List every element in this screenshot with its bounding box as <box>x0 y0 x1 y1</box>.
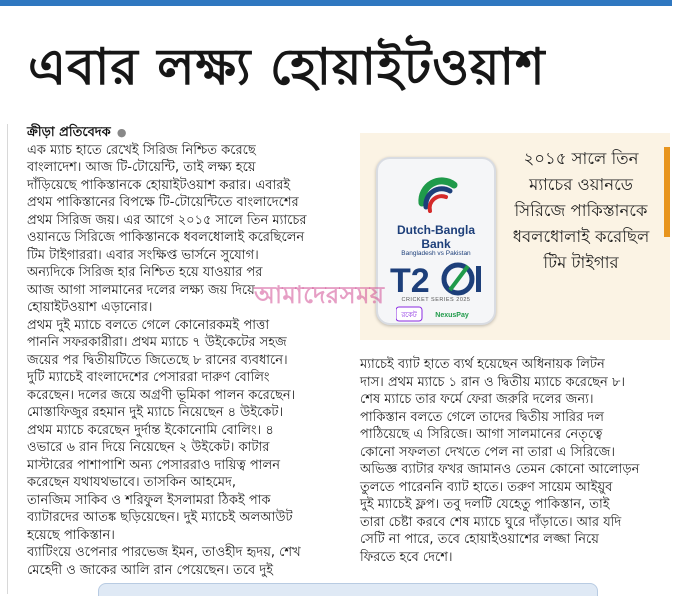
text-line: হোয়াইটওয়াশ এড়ানোর। <box>27 300 153 315</box>
svg-text:T2: T2 <box>390 262 430 296</box>
pull-quote-text: ২০১৫ সালে তিন ম্যাচের ওয়ানডে সিরিজে পাকিস্তানকে ধবলধোলাই করেছিল টিম টাইগার <box>512 149 650 272</box>
text-line: দুটি ম্যাচেই বাংলাদেশের পেসাররা দারুণ বোলিং <box>27 370 270 385</box>
text-line: পাঠিয়েছে এ সিরিজে। আগা সালমানের নেতৃত্বে <box>360 427 603 442</box>
text-line: ওভারে ৬ রান দিয়ে নিয়েছেন ২ উইকেট। কাটার <box>27 440 270 455</box>
byline <box>27 124 352 142</box>
text-line: টিম টাইগাররা। এবার সংক্ষিপ্ত ভার্সনে সুযোগ। <box>27 247 259 263</box>
logo-brand <box>378 223 494 251</box>
logo-subtitle: Bangladesh vs Pakistan <box>401 250 471 257</box>
text-line: হয়েছে পাকিস্তান। <box>27 527 115 543</box>
text-line: করেছেন। দলের জয়ে অগ্রণী ভূমিকা পালন করেছেন। <box>27 387 296 403</box>
text-line: করেছেন যথাযথভাবে। তাসকিন আহমেদ, <box>27 475 236 490</box>
bottom-toolbar-edge <box>98 583 598 596</box>
text-line: মাস্টারের পাশাপাশি অন্য পেসাররাও দায়িত্ব পালন <box>27 457 280 473</box>
pull-quote-accent-bar <box>664 147 670 237</box>
text-line: প্রথম সিরিজ জয়। এর আগে ২০১৫ সালে তিন ম্যাচের <box>27 212 307 228</box>
text-line: দুই ম্যাচেই ফ্লপ। তবু দলটি যেহেতু পাকিস্তান, তাই <box>360 497 610 512</box>
text-line: আজ আগা সালমানের দলের লক্ষ্য জয় দিয়ে <box>27 282 255 298</box>
text-line: জয়ের পর দ্বিতীয়টিতে জিতেছে ৮ রানের ব্যবধানে। <box>27 352 288 368</box>
article-column-right <box>360 356 670 566</box>
text-line: শেষ ম্যাচে তার ফর্মে ফেরা জরুরি দলের জন্য। <box>360 392 594 407</box>
text-line: প্রথম পাকিস্তানের বিপক্ষে টি-টোয়েন্টিতে বাংলাদেশের <box>27 195 299 210</box>
text-line: সেটি না পারে, তবে হোয়াইওয়াশের লজ্জা নিয়ে <box>360 532 599 547</box>
text-line: ওয়ানডে সিরিজে পাকিস্তানকে ধবলধোলাই করেছিলেন <box>27 230 305 245</box>
text-line: ফিরতে হবে দেশে। <box>360 549 453 565</box>
text-line: মোস্তাফিজুর রহমান দুই ম্যাচে নিয়েছেন ৪ উইকেট। <box>27 405 284 420</box>
text-line: কোনো সফলতা দেখতে পেল না তারা এ সিরিজে। <box>360 444 616 460</box>
text-line: তানজিম সাকিব ও শরিফুল ইসলামরা ঠিকই পাক <box>27 492 271 508</box>
logo-brand-line2: Bank <box>421 237 451 251</box>
right-column-text <box>360 356 670 566</box>
text-line: এক ম্যাচ হাতে রেখেই সিরিজ নিশ্চিত করেছে <box>27 142 256 158</box>
text-line: প্রথম দুই ম্যাচে বলতে গেলে কোনোরকমই পাত্তা <box>27 317 270 333</box>
text-line: ব্যাটারদের আতঙ্ক ছড়িয়েছেন। দুই ম্যাচেই অলআউট <box>27 510 293 525</box>
text-line: ম্যাচেই ব্যাট হাতে ব্যর্থ হয়েছেন অধিনায়ক লিটন <box>360 357 605 372</box>
column-divider <box>7 124 8 594</box>
top-color-rule <box>0 0 672 6</box>
text-line: ব্যাটিংয়ে ওপেনার পারভেজ ইমন, তাওহীদ হৃদয়, শেখ <box>27 545 301 560</box>
text-line: পাননি সফরকারীরা। প্রথম ম্যাচে ৭ উইকেটের সহজ <box>27 335 287 350</box>
text-line: তুলতে পারেননি ব্যাট হাতে। তরুণ সায়েম আইয়ুব <box>360 479 613 495</box>
sponsor-badge-left: রকেট <box>401 311 417 319</box>
text-line: অভিজ্ঞ ব্যাটার ফখর জামানও তেমন কোনো আলোড়ন <box>360 462 640 477</box>
left-column-text <box>27 142 352 580</box>
text-line: প্রথম ম্যাচে করেছেন দুর্দান্ত ইকোনোমি বোলিং। ৪ <box>27 422 274 438</box>
headline: এবার লক্ষ্য হোয়াইটওয়াশ <box>28 38 546 96</box>
sponsor-badge-right: NexusPay <box>435 312 469 319</box>
text-line: তারা চেষ্টা করবে শেষ ম্যাচে ঘুরে দাঁড়াতে। আর যদি <box>360 514 622 530</box>
text-line: দাস। প্রথম ম্যাচে ১ রান ও দ্বিতীয় ম্যাচে করেছেন ৮। <box>360 374 626 390</box>
text-line: বাংলাদেশ। আজ টি-টোয়েন্টি, তাই লক্ষ্য হয়ে <box>27 160 256 175</box>
logo-series-text: CRICKET SERIES 2025 <box>401 297 471 303</box>
text-line: পাকিস্তান বলতে গেলে তাদের দ্বিতীয় সারির দল <box>360 409 604 425</box>
publisher-watermark: আমাদেরসময় <box>254 281 385 309</box>
article-column-left <box>27 124 352 579</box>
byline-dot-icon: ● <box>116 126 127 139</box>
text-line: অন্যদিকে সিরিজ হার নিশ্চিত হয়ে যাওয়ার পর <box>27 265 263 280</box>
text-line: মেহেদী ও জাকের আলি রান পেয়েছেন। তবে দুই <box>27 562 274 578</box>
logo-brand-line1: Dutch-Bangla <box>397 223 475 237</box>
text-line: দাঁড়িয়েছে পাকিস্তানকে হোয়াইটওয়াশ করার। এবারই <box>27 177 291 193</box>
dbbl-emblem-icon <box>378 161 498 225</box>
byline-text: ক্রীড়া প্রতিবেদক <box>27 125 111 140</box>
